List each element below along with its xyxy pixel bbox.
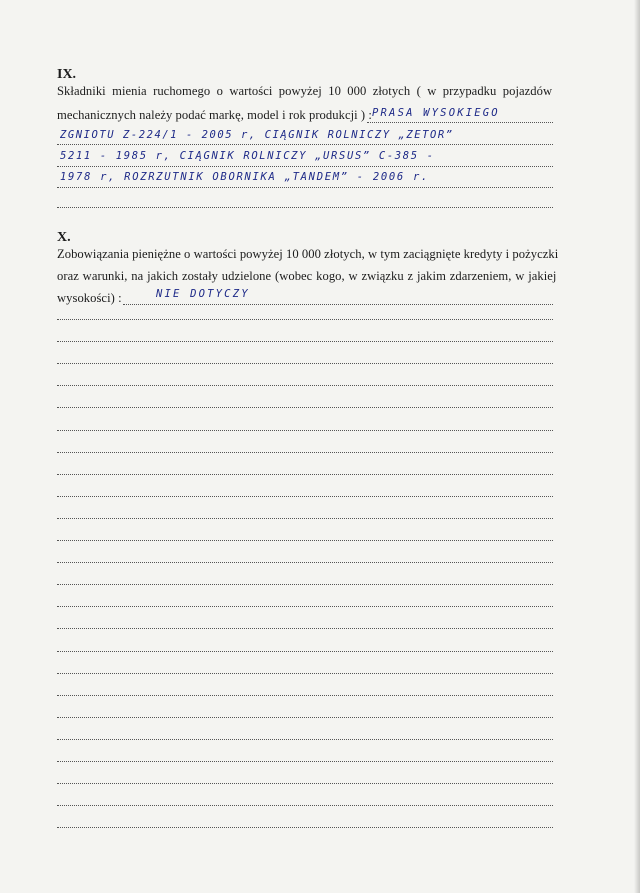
answer-line bbox=[57, 474, 553, 475]
answer-line bbox=[57, 562, 553, 563]
section-ix-answer-line-2: ZGNIOTU Z-224/1 - 2005 r, CIĄGNIK ROLNICZY „ZETOR” bbox=[60, 129, 454, 141]
answer-line bbox=[57, 783, 553, 784]
section-x-question-line-1: Zobowiązania pieniężne o wartości powyżej 10 000 złotych, w tym zaciągnięte kredyty i pożyczki bbox=[57, 247, 559, 261]
section-ix-question-line-1: Składniki mienia ruchomego o wartości powyżej 10 000 złotych ( w przypadku pojazdów bbox=[57, 84, 553, 98]
section-x-question-line-3: wysokości) : bbox=[57, 291, 122, 305]
answer-line bbox=[57, 739, 553, 740]
answer-line bbox=[367, 122, 553, 123]
answer-line bbox=[57, 341, 553, 342]
answer-line bbox=[57, 805, 553, 806]
scan-edge-shadow bbox=[634, 0, 640, 893]
answer-line bbox=[57, 651, 553, 652]
answer-line bbox=[57, 761, 553, 762]
answer-line bbox=[57, 628, 553, 629]
answer-line bbox=[57, 584, 553, 585]
answer-line bbox=[57, 430, 553, 431]
answer-line bbox=[57, 319, 553, 320]
answer-line bbox=[57, 166, 553, 167]
section-x-heading: X. bbox=[57, 230, 71, 245]
section-ix-answer-line-3: 5211 - 1985 r, CIĄGNIK ROLNICZY „URSUS” C-385 - bbox=[60, 150, 435, 162]
answer-line bbox=[57, 518, 553, 519]
answer-line bbox=[57, 496, 553, 497]
answer-line bbox=[57, 606, 553, 607]
answer-line bbox=[57, 827, 553, 828]
answer-line bbox=[57, 207, 553, 208]
answer-line bbox=[57, 363, 553, 364]
answer-line bbox=[57, 717, 553, 718]
answer-line bbox=[57, 695, 553, 696]
answer-line bbox=[57, 540, 553, 541]
answer-line bbox=[57, 452, 553, 453]
section-ix-heading: IX. bbox=[57, 67, 77, 82]
section-ix-question-line-2: mechanicznych należy podać markę, model i rok produkcji ) : bbox=[57, 108, 372, 122]
section-x-answer: NIE DOTYCZY bbox=[156, 288, 250, 300]
answer-line bbox=[57, 187, 553, 188]
answer-line bbox=[57, 144, 553, 145]
section-x-question-line-2: oraz warunki, na jakich zostały udzielone (wobec kogo, w związku z jakim zdarzeniem, w jakiej bbox=[57, 269, 557, 283]
answer-line bbox=[57, 673, 553, 674]
answer-line bbox=[57, 407, 553, 408]
section-ix-answer-line-1: PRASA WYSOKIEGO bbox=[372, 107, 500, 119]
answer-line bbox=[123, 304, 553, 305]
answer-line bbox=[57, 385, 553, 386]
section-ix-answer-line-4: 1978 r, ROZRZUTNIK OBORNIKA „TANDEM” - 2006 r. bbox=[60, 171, 429, 183]
